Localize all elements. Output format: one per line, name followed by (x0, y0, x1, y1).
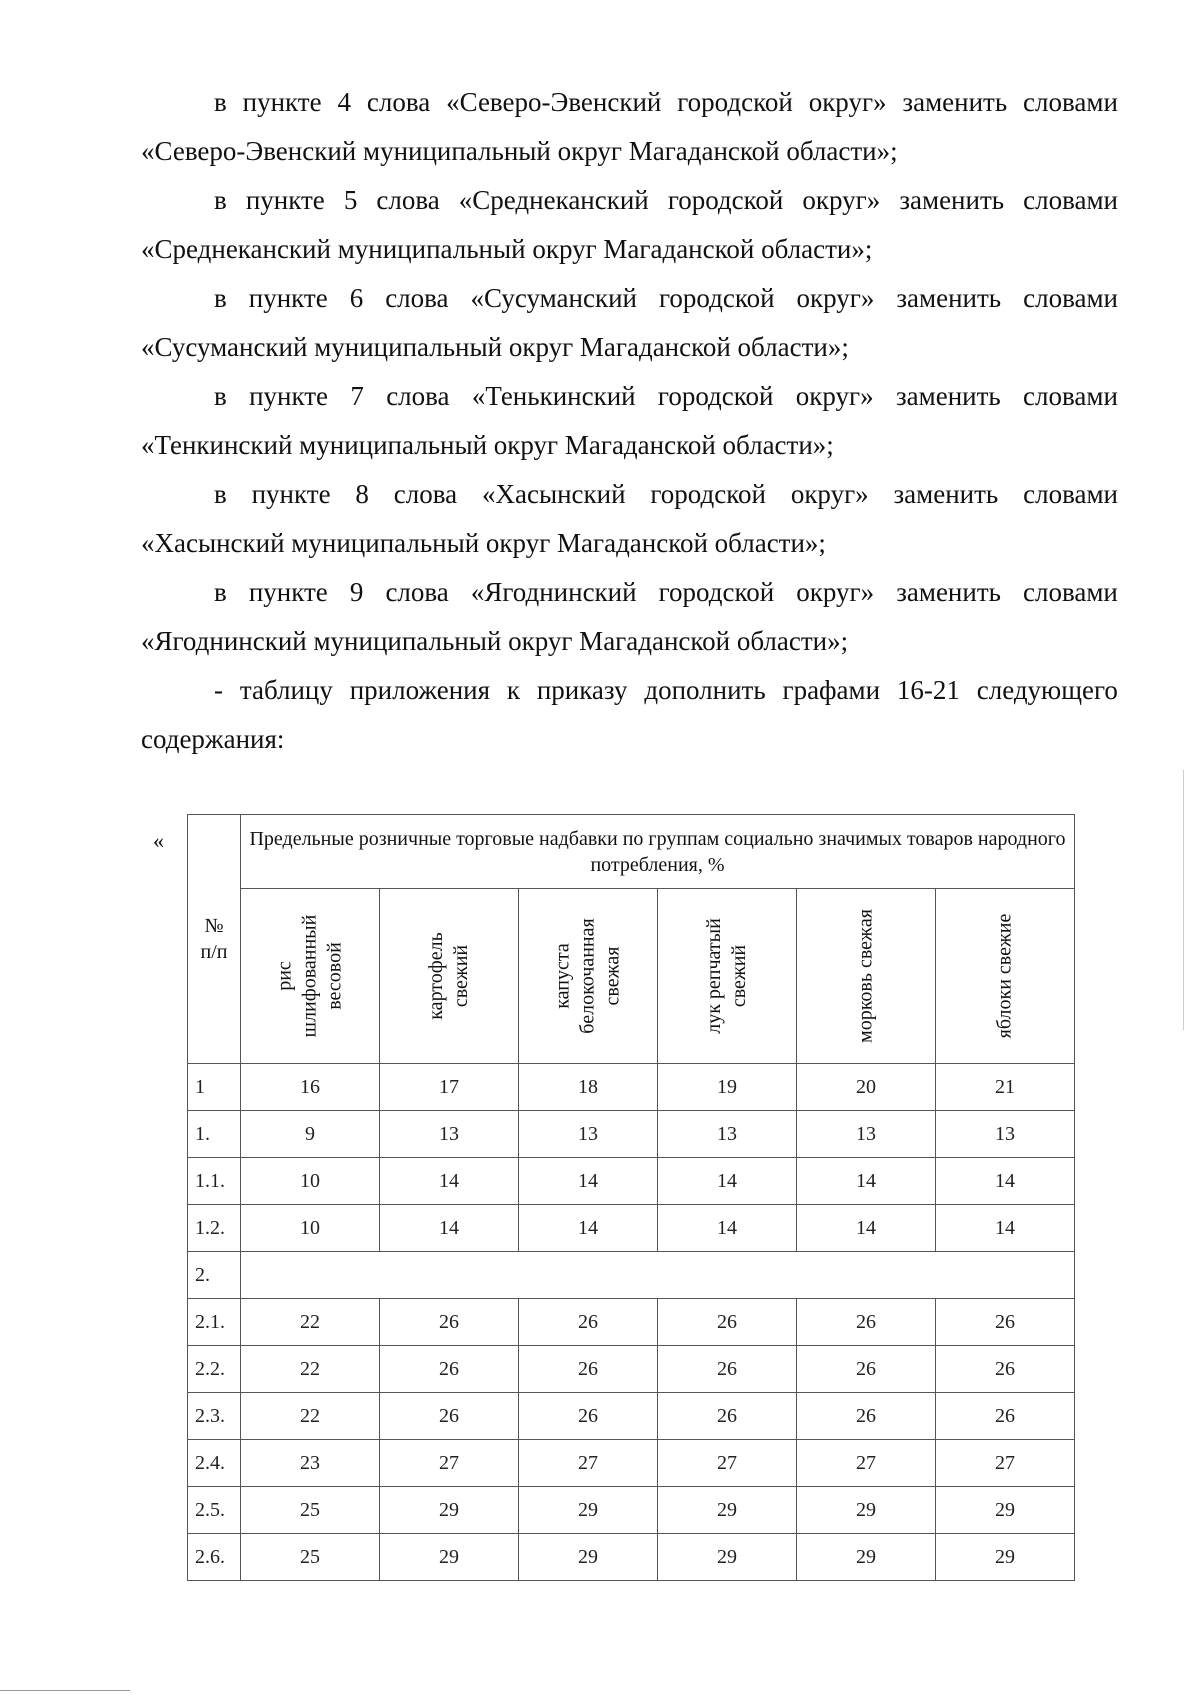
paragraph-first-line (141, 666, 1118, 715)
word: слова (385, 577, 449, 607)
value-cell: 27 (936, 1440, 1075, 1487)
value-cell: 29 (658, 1487, 797, 1534)
row-number: 1.2. (188, 1205, 241, 1252)
word: пункте (251, 479, 331, 509)
value-cell: 22 (241, 1393, 380, 1440)
word: пункте (248, 283, 328, 313)
word: округ» (808, 87, 887, 117)
column-header (519, 889, 658, 1064)
value-cell: 26 (936, 1346, 1075, 1393)
value-cell: 29 (519, 1487, 658, 1534)
paragraph-second-line: содержания: (141, 724, 285, 754)
value-cell: 26 (380, 1393, 519, 1440)
value-cell: 14 (797, 1158, 936, 1205)
word: заменить (893, 479, 999, 509)
value-cell: 26 (519, 1393, 658, 1440)
word: словами (1023, 381, 1118, 411)
value-cell: 14 (797, 1205, 936, 1252)
word: дополнить (644, 675, 766, 705)
value-cell: 13 (658, 1111, 797, 1158)
value-cell: 13 (936, 1111, 1075, 1158)
paragraph (141, 372, 1118, 470)
paragraph-first-line (141, 274, 1118, 323)
value-cell: 29 (797, 1534, 936, 1581)
table-open-quote: « (153, 828, 164, 853)
value-cell: 21 (936, 1064, 1075, 1111)
value-cell: 29 (797, 1487, 936, 1534)
table-row (188, 1158, 1075, 1205)
value-cell: 26 (658, 1393, 797, 1440)
value-cell: 22 (241, 1299, 380, 1346)
paragraph-first-line (141, 372, 1118, 421)
column-header-text (424, 932, 474, 1019)
paragraph (141, 568, 1118, 666)
value-cell: 26 (658, 1299, 797, 1346)
value-cell: 29 (380, 1534, 519, 1581)
column-header (241, 889, 380, 1064)
column-header-text (702, 918, 752, 1034)
word: «Северо-Эвенский (446, 87, 662, 117)
word: приложения (349, 675, 491, 705)
value-cell: 29 (658, 1534, 797, 1581)
paragraph (141, 78, 1118, 176)
value-cell: 27 (797, 1440, 936, 1487)
word: таблицу (239, 675, 333, 705)
word: в (214, 577, 227, 607)
word: слова (393, 479, 458, 509)
column-header-text (551, 918, 626, 1033)
word: 8 (355, 479, 369, 509)
word: городской (659, 283, 775, 313)
word: словами (1023, 87, 1118, 117)
table-row (188, 1346, 1075, 1393)
word: пункте (248, 577, 328, 607)
value-cell: 25 (241, 1487, 380, 1534)
value-cell: 26 (380, 1299, 519, 1346)
value-cell: 13 (380, 1111, 519, 1158)
word: городской (657, 381, 774, 411)
row-number: 1. (188, 1111, 241, 1158)
value-cell: 14 (519, 1205, 658, 1252)
word: в (214, 185, 227, 215)
column-header (936, 889, 1075, 1064)
paragraph-second-line: «Сусуманский муниципальный округ Магаданской области»; (141, 332, 849, 362)
value-cell: 14 (936, 1205, 1075, 1252)
word: «Среднеканский (458, 185, 649, 215)
column-header-line: яблоки свежие (993, 913, 1016, 1039)
value-cell: 18 (519, 1064, 658, 1111)
word: 16-21 (896, 675, 960, 705)
value-cell: 16 (241, 1064, 380, 1111)
word: - (214, 675, 223, 705)
word: слова (376, 185, 440, 215)
row-number: 2. (188, 1252, 241, 1299)
column-header-line: картофель (425, 932, 447, 1020)
word: в (214, 87, 227, 117)
column-header-line: капуста (551, 943, 574, 1009)
word: городской (677, 87, 793, 117)
value-cell: 23 (241, 1440, 380, 1487)
word: в (214, 381, 227, 411)
word: слова (366, 87, 431, 117)
word: заменить (896, 283, 1002, 313)
value-cell: 14 (519, 1158, 658, 1205)
paragraph-first-line (141, 78, 1118, 127)
column-header-line: белокочанная (576, 918, 599, 1034)
value-cell: 29 (936, 1534, 1075, 1581)
word: в (214, 479, 227, 509)
value-cell: 22 (241, 1346, 380, 1393)
value-cell: 26 (519, 1299, 658, 1346)
column-header-line: лук репчатый (703, 918, 725, 1034)
table-row (188, 1440, 1075, 1487)
value-cell: 14 (380, 1158, 519, 1205)
paragraph-first-line (141, 568, 1118, 617)
value-cell: 26 (797, 1346, 936, 1393)
word: «Сусуманский (470, 283, 637, 313)
word: заменить (895, 381, 1001, 411)
column-header (797, 889, 936, 1064)
word: заменить (896, 577, 1001, 607)
scan-edge-line (1183, 770, 1184, 1030)
column-header-text (273, 915, 348, 1038)
row-number: 2.2. (188, 1346, 241, 1393)
column-header (658, 889, 797, 1064)
column-header-line: свежий (728, 944, 750, 1008)
column-header-line: весовой (323, 942, 346, 1010)
row-number: 2.6. (188, 1534, 241, 1581)
paragraph (141, 470, 1118, 568)
paragraph-first-line (141, 470, 1118, 519)
value-cell: 14 (658, 1205, 797, 1252)
value-cell: 17 (380, 1064, 519, 1111)
column-header-line: рис (273, 961, 296, 991)
row-number: 2.1. (188, 1299, 241, 1346)
word: округ» (790, 479, 869, 509)
value-cell: 26 (658, 1346, 797, 1393)
word: округ» (796, 577, 875, 607)
word: 4 (337, 87, 351, 117)
word: пункте (242, 87, 322, 117)
paragraph-second-line: «Тенкинский муниципальный округ Магаданской области»; (141, 430, 834, 460)
word: пункте (245, 185, 325, 215)
table-row (188, 1487, 1075, 1534)
word: округ» (795, 381, 874, 411)
value-cell: 26 (380, 1346, 519, 1393)
value-cell: 10 (241, 1205, 380, 1252)
word: приказу (536, 675, 628, 705)
value-cell: 9 (241, 1111, 380, 1158)
word: словами (1023, 185, 1118, 215)
word: заменить (899, 185, 1005, 215)
word: округ» (802, 185, 881, 215)
word: к (506, 675, 520, 705)
value-cell: 26 (936, 1299, 1075, 1346)
table-row (188, 1205, 1075, 1252)
column-header-text (993, 914, 1018, 1039)
row-number: 2.3. (188, 1393, 241, 1440)
row-number: 1 (188, 1064, 241, 1111)
value-cell: 10 (241, 1158, 380, 1205)
word: пункте (249, 381, 329, 411)
column-header-line: свежая (601, 946, 624, 1006)
column-header (380, 889, 519, 1064)
word: словами (1023, 577, 1118, 607)
word: 7 (350, 381, 364, 411)
paragraph (141, 666, 1118, 764)
group-header: Предельные розничные торговые надбавки по группам социально значимых товаров народного потребления, % (241, 815, 1075, 889)
value-cell: 27 (380, 1440, 519, 1487)
word: заменить (902, 87, 1008, 117)
word: слова (385, 283, 449, 313)
word: словами (1023, 283, 1118, 313)
value-cell: 13 (519, 1111, 658, 1158)
column-header-line: свежий (450, 944, 472, 1008)
word: городской (650, 479, 766, 509)
word: 6 (349, 283, 364, 313)
paragraph-second-line: «Северо-Эвенский муниципальный округ Магаданской области»; (141, 136, 898, 166)
paragraph-first-line (141, 176, 1118, 225)
num-header (188, 815, 241, 1064)
scan-edge-line-bottom (0, 1690, 130, 1691)
word: графами (782, 675, 881, 705)
value-cell: 19 (658, 1064, 797, 1111)
value-cell: 13 (797, 1111, 936, 1158)
table-row (188, 1393, 1075, 1440)
column-header-line: морковь свежая (854, 909, 877, 1043)
word: 5 (343, 185, 358, 215)
word: словами (1023, 479, 1118, 509)
table-row (188, 1252, 1075, 1299)
table-row (188, 1111, 1075, 1158)
row-number: 1.1. (188, 1158, 241, 1205)
value-cell: 26 (936, 1393, 1075, 1440)
table-row (188, 1534, 1075, 1581)
column-header-text (854, 909, 879, 1043)
value-cell: 29 (936, 1487, 1075, 1534)
value-cell: 29 (380, 1487, 519, 1534)
table-row (188, 1299, 1075, 1346)
paragraph-second-line: «Среднеканский муниципальный округ Магаданской области»; (141, 234, 873, 264)
num-header-line-2: п/п (200, 941, 228, 963)
column-header-line: шлифованный (298, 914, 321, 1038)
word: городской (658, 577, 775, 607)
paragraph-second-line: «Ягоднинский муниципальный округ Магаданской области»; (141, 626, 849, 656)
word: слова (386, 381, 450, 411)
word: городской (667, 185, 784, 215)
markup-table (187, 814, 1075, 1581)
value-cell: 26 (797, 1393, 936, 1440)
value-cell: 27 (658, 1440, 797, 1487)
word: в (214, 283, 227, 313)
word: 9 (349, 577, 364, 607)
word: «Ягоднинский (470, 577, 637, 607)
empty-cell (241, 1252, 1075, 1299)
word: следующего (976, 675, 1118, 705)
paragraph (141, 274, 1118, 372)
row-number: 2.4. (188, 1440, 241, 1487)
value-cell: 20 (797, 1064, 936, 1111)
value-cell: 25 (241, 1534, 380, 1581)
word: «Тенькинский (471, 381, 636, 411)
value-cell: 14 (658, 1158, 797, 1205)
table-row (188, 1064, 1075, 1111)
word: округ» (796, 283, 875, 313)
word: «Хасынский (481, 479, 626, 509)
value-cell: 27 (519, 1440, 658, 1487)
value-cell: 14 (936, 1158, 1075, 1205)
num-header-line-1: № (204, 915, 224, 937)
value-cell: 26 (519, 1346, 658, 1393)
paragraph-second-line: «Хасынский муниципальный округ Магаданской области»; (141, 528, 826, 558)
value-cell: 26 (797, 1299, 936, 1346)
value-cell: 29 (519, 1534, 658, 1581)
row-number: 2.5. (188, 1487, 241, 1534)
value-cell: 14 (380, 1205, 519, 1252)
paragraph (141, 176, 1118, 274)
